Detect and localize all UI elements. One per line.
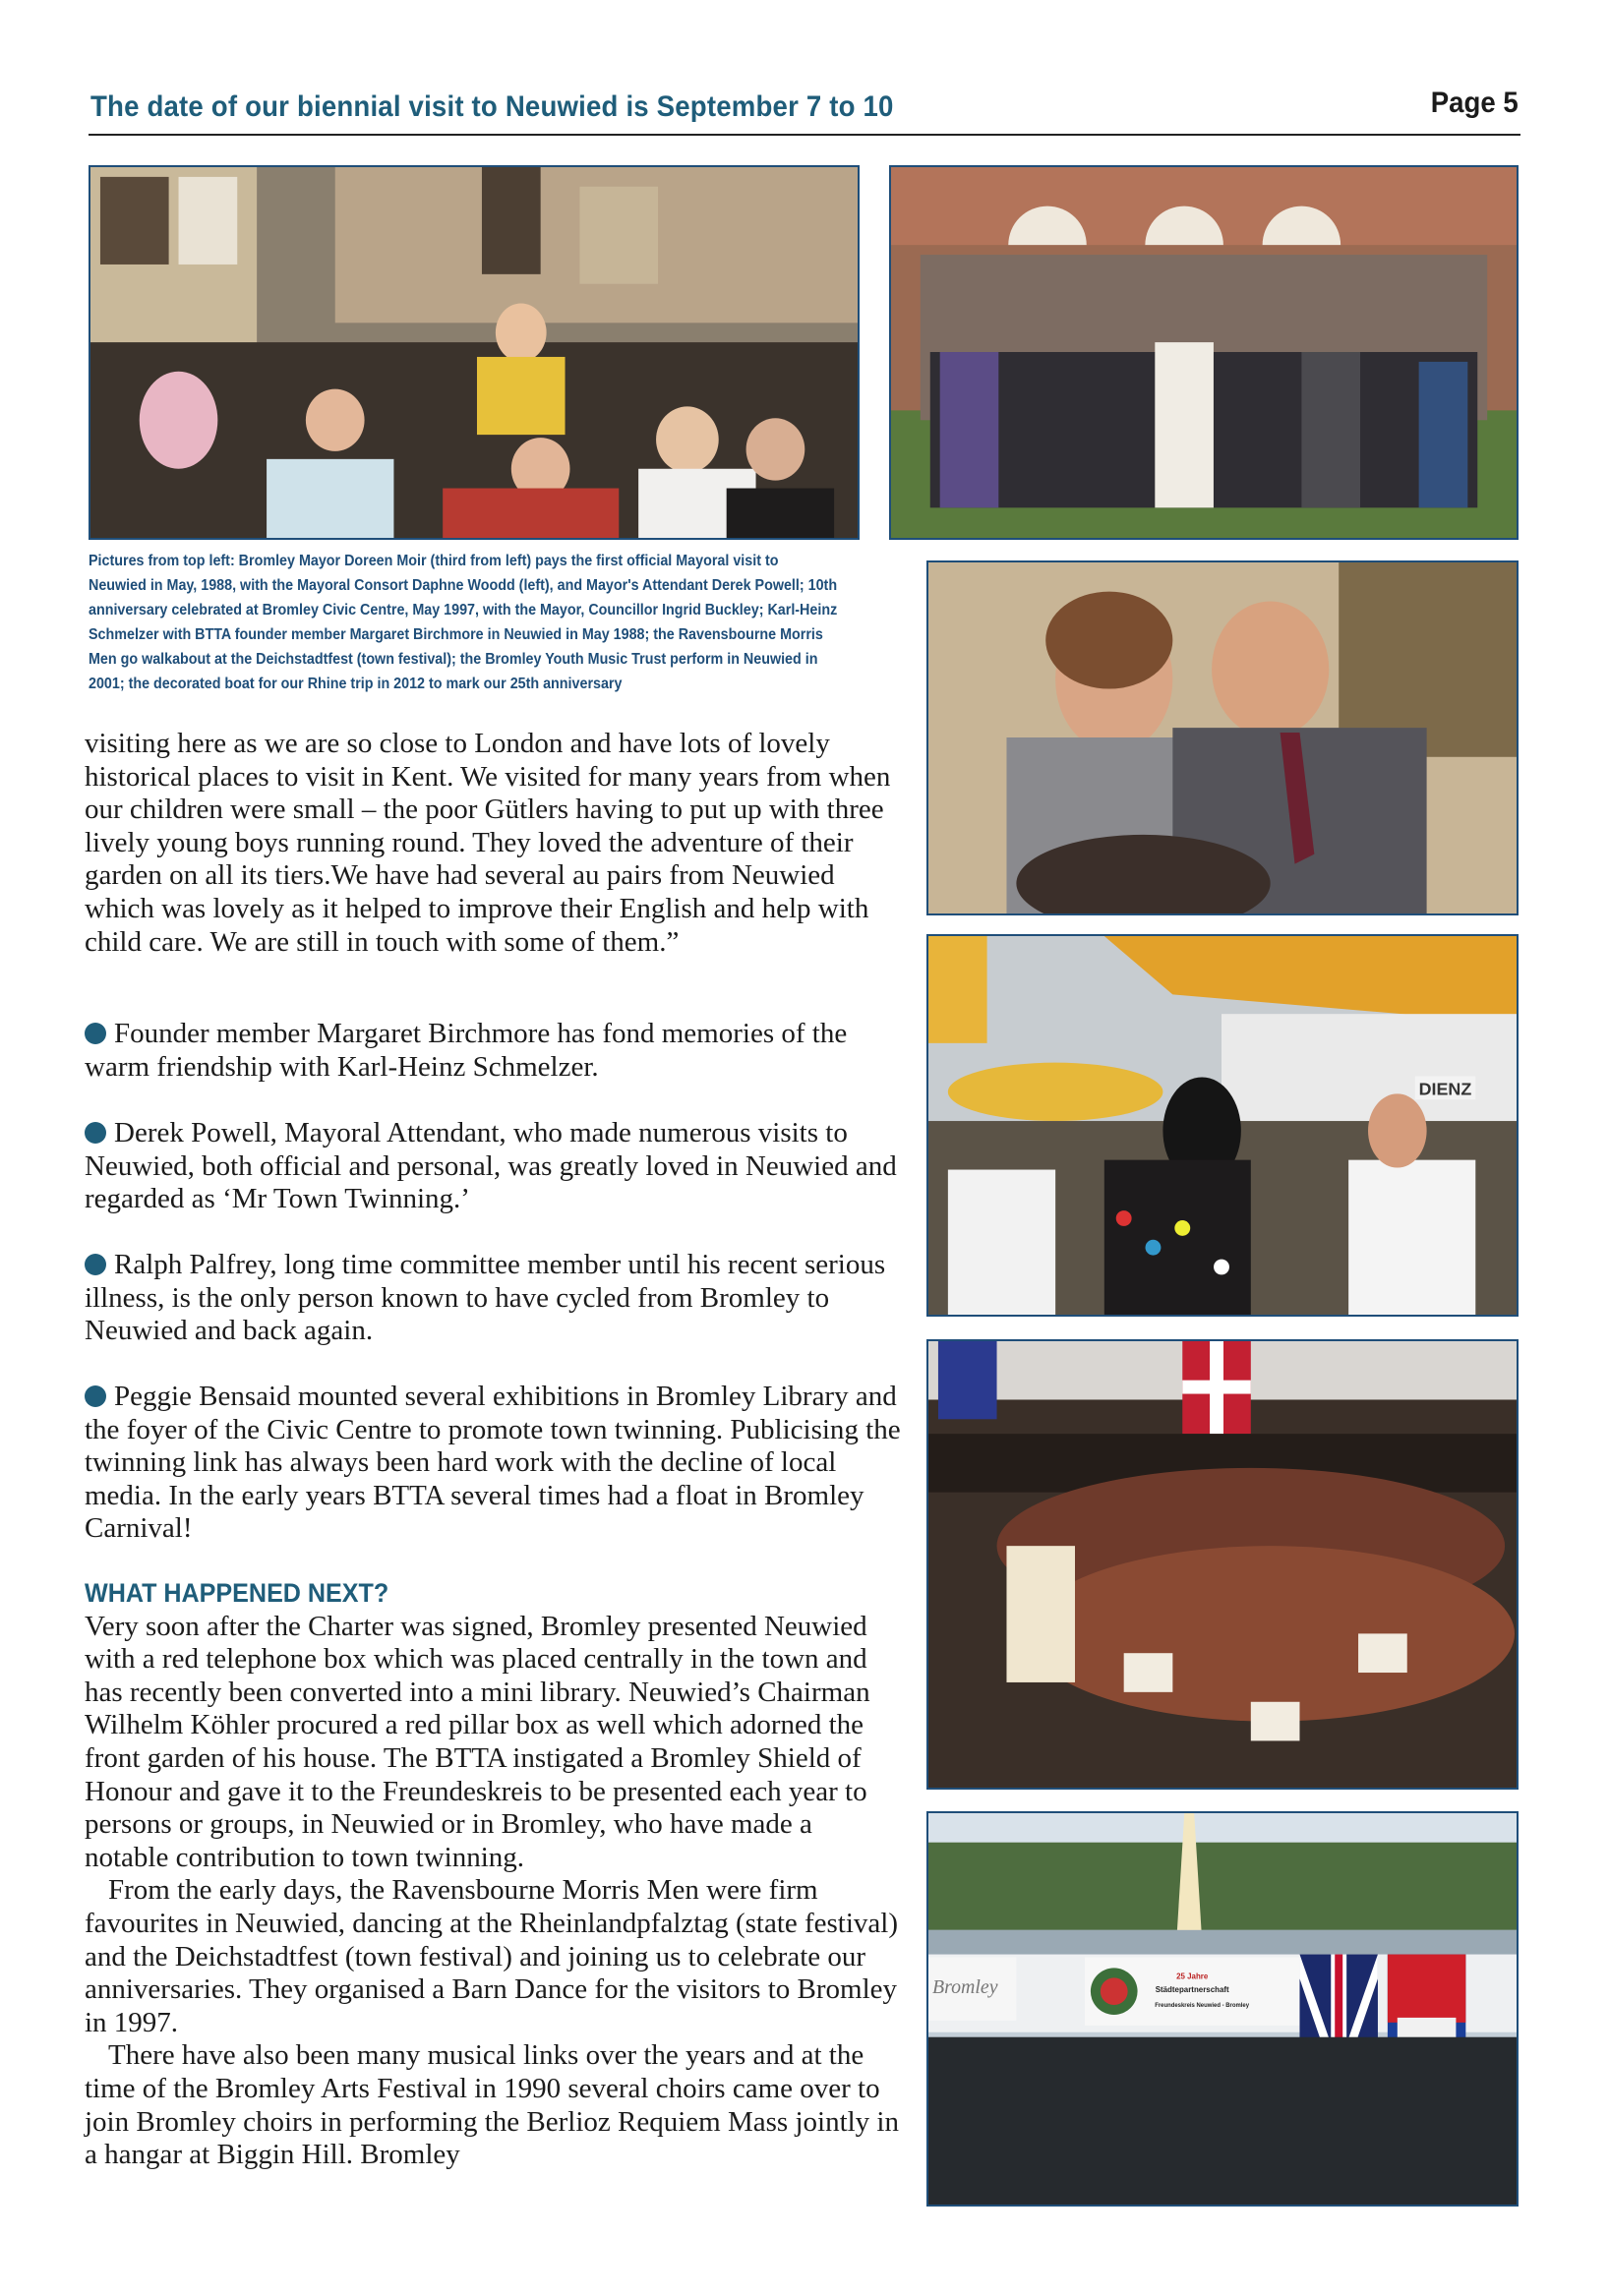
intro-paragraph: visiting here as we are so close to London and have lots of lovely historical places to visit in Kent. We visited for many years from when our children were small – the poor Gütlers having to put up with three lively young boys running round. They loved the adventure of their garden on all its tiers.We have had several au pairs from Neuwied which was lovely as it helped to improve their English and help with child care. We are still in touch with some of them.”: [85, 728, 891, 958]
market-sign-text: DIENZ: [1418, 1079, 1472, 1099]
bullet-dot-icon: [85, 1023, 106, 1044]
bullet-dot-icon: [85, 1122, 106, 1144]
bullet-dot-icon: [85, 1385, 106, 1407]
photo-10th-anniversary-1997: [889, 165, 1519, 540]
section-paragraph-2: From the early days, the Ravensbourne Morris Men were firm favourites in Neuwied, dancing at the Rheinlandpfalztag (state festival) and the Deichstadtfest (town festival) and joining us to celebrate our anniversaries. They organised a Barn Dance for the visitors to Bromley in 1997.: [85, 1874, 899, 2038]
section-paragraph-3: There have also been many musical links over the years and at the time of the Bromley Arts Festival in 1990 several choirs came over to join Bromley choirs in performing the Berlioz Requiem Mass jointly in a hangar at Biggin Hill. Bromley: [85, 2039, 899, 2171]
boat-hull-text: Bromley: [931, 1976, 998, 1999]
photo-mayoral-visit-1988: [89, 165, 860, 540]
photo-decorated-boat-2012: [926, 1811, 1519, 2207]
bullet-text: Derek Powell, Mayoral Attendant, who made numerous visits to Neuwied, both official and personal, was greatly loved in Neuwied and regarded as ‘Mr Town Twinning.’: [85, 1117, 897, 1215]
bullet-birchmore: [85, 1018, 901, 1084]
banner-line-2: Städtepartnerschaft: [1155, 1985, 1229, 1995]
header-rule: [89, 134, 1520, 136]
bullet-text: Founder member Margaret Birchmore has fond memories of the warm friendship with Karl-Heinz Schmelzer.: [85, 1018, 848, 1083]
page-header-title: The date of our biennial visit to Neuwied is September 7 to 10: [90, 90, 894, 123]
bullet-palfrey: [85, 1249, 901, 1348]
bullet-powell: [85, 1117, 901, 1216]
page-number: Page 5: [1431, 87, 1519, 119]
bullet-text: Peggie Bensaid mounted several exhibitions in Bromley Library and the foyer of the Civic Centre to promote town twinning. Publicising the twinning link has always been hard work with the decline of local media. In the early years BTTA several times had a float in Bromley Carnival!: [85, 1381, 901, 1545]
photo-morris-men-deichstadtfest: [926, 934, 1519, 1317]
bullet-text: Ralph Palfrey, long time committee member until his recent serious illness, is the only person known to have cycled from Bromley to Neuwied and back again.: [85, 1249, 886, 1347]
photo-caption: Pictures from top left: Bromley Mayor Doreen Moir (third from left) pays the first official Mayoral visit to Neuwied in May, 1988, with the Mayoral Consort Daphne Woodd (left), and Mayor's Attendant Derek Powell; 10th anniversary celebrated at Bromley Civic Centre, May 1997, with the Mayor, Councillor Ingrid Buckley; Karl-Heinz Schmelzer with BTTA founder member Margaret Birchmore in Neuwied in May 1988; the Ravensbourne Morris Men go walkabout at the Deichstadtfest (town festival); the Bromley Youth Music Trust perform in Neuwied in 2001; the decorated boat for our Rhine trip in 2012 to mark our 25th anniversary: [89, 553, 838, 692]
banner-line-3: Freundeskreis Neuwied - Bromley: [1155, 2003, 1250, 2010]
bullet-dot-icon: [85, 1254, 106, 1275]
section-paragraph-1: Very soon after the Charter was signed, Bromley presented Neuwied with a red telephone box which was placed centrally in the town and has recently been converted into a mini library. Neuwied’s Chairman Wilhelm Köhler procured a red pillar box as well which adorned the front garden of his house. The BTTA instigated a Bromley Shield of Honour and gave it to the Freundeskreis to be presented each year to persons or groups, in Neuwied or in Bromley, who have made a notable contribution to town twinning.: [85, 1610, 870, 1873]
photo-schmelzer-birchmore: [926, 560, 1519, 915]
banner-line-1: 25 Jahre: [1176, 1972, 1209, 1981]
section-heading: WHAT HAPPENED NEXT?: [85, 1578, 389, 1608]
section-what-happened-next: [85, 1577, 901, 2172]
bullet-bensaid: [85, 1381, 901, 1546]
article-text-column: [85, 728, 901, 959]
photo-youth-music-trust-2001: [926, 1339, 1519, 1790]
